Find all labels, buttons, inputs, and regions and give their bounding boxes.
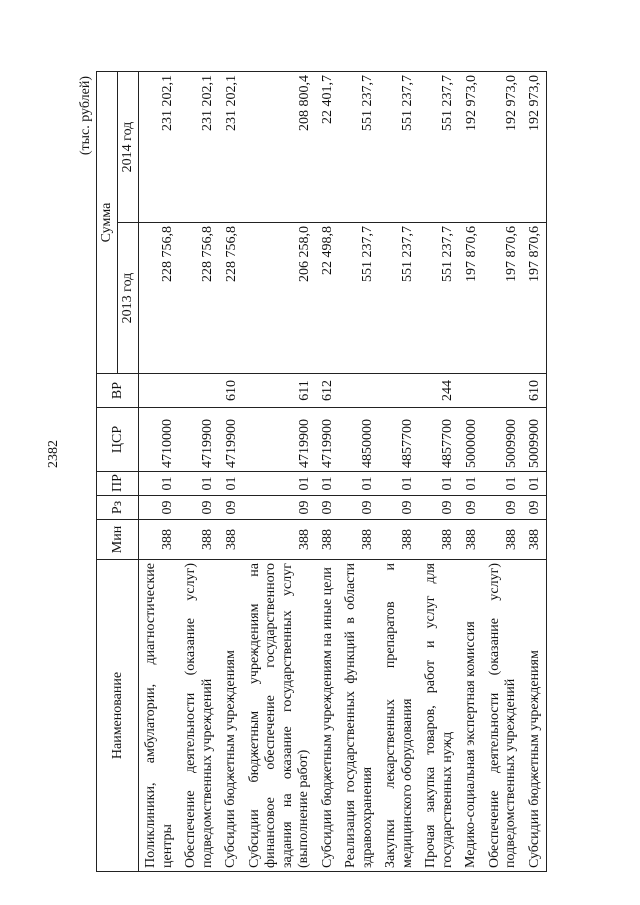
- cell-name: Прочая закупка товаров, работ и услуг для государственных нужд: [419, 560, 459, 872]
- cell-2013: 228 756,8: [219, 223, 243, 374]
- cell-2014: 551 237,7: [379, 72, 419, 223]
- table-row: [379, 72, 419, 872]
- cell-min: 388: [243, 520, 316, 560]
- cell-rz: 09: [523, 496, 547, 520]
- cell-csr: 4857700: [419, 408, 459, 472]
- cell-name: Обеспечение деятельности (оказание услуг) подведомственных учреждений: [179, 560, 219, 872]
- cell-2013: 228 756,8: [179, 223, 219, 374]
- cell-2013: 197 870,6: [459, 223, 483, 374]
- cell-2013: 22 498,8: [316, 223, 340, 374]
- cell-2014: 192 973,0: [523, 72, 547, 223]
- header-csr: ЦСР: [97, 408, 139, 472]
- cell-2013: 551 237,7: [339, 223, 379, 374]
- cell-vr: [139, 374, 180, 408]
- cell-vr: 610: [219, 374, 243, 408]
- header-rz: Рз: [97, 496, 139, 520]
- cell-2013: 206 258,0: [243, 223, 316, 374]
- cell-2014: 192 973,0: [483, 72, 523, 223]
- header-vr: ВР: [97, 374, 139, 408]
- cell-2014: 231 202,1: [139, 72, 180, 223]
- cell-csr: 4719900: [219, 408, 243, 472]
- cell-name: Субсидии бюджетным учреждениям на иные цели: [316, 560, 340, 872]
- cell-vr: [483, 374, 523, 408]
- cell-2014: 551 237,7: [419, 72, 459, 223]
- cell-rz: 09: [419, 496, 459, 520]
- cell-vr: 612: [316, 374, 340, 408]
- header-row: [97, 72, 118, 872]
- cell-min: 388: [483, 520, 523, 560]
- cell-2014: 551 237,7: [339, 72, 379, 223]
- cell-pr: 01: [316, 472, 340, 496]
- header-sum: Сумма: [97, 72, 118, 374]
- cell-min: 388: [523, 520, 547, 560]
- cell-name: Медико-социальная экспертная комиссия: [459, 560, 483, 872]
- cell-pr: 01: [339, 472, 379, 496]
- table-row: [523, 72, 547, 872]
- rotated-document: [78, 42, 578, 872]
- cell-2014: 22 401,7: [316, 72, 340, 223]
- cell-rz: 09: [339, 496, 379, 520]
- table-row: [139, 72, 180, 872]
- cell-rz: 09: [379, 496, 419, 520]
- cell-csr: 4850000: [339, 408, 379, 472]
- budget-table: [96, 71, 547, 872]
- cell-min: 388: [219, 520, 243, 560]
- cell-csr: 4719900: [316, 408, 340, 472]
- cell-2013: 197 870,6: [523, 223, 547, 374]
- cell-pr: 01: [243, 472, 316, 496]
- cell-min: 388: [339, 520, 379, 560]
- cell-csr: 4719900: [243, 408, 316, 472]
- cell-csr: 5009900: [523, 408, 547, 472]
- cell-pr: 01: [379, 472, 419, 496]
- cell-name: Закупки лекарственных препаратов и медицинского оборудования: [379, 560, 419, 872]
- cell-2013: 228 756,8: [139, 223, 180, 374]
- cell-rz: 09: [243, 496, 316, 520]
- cell-2013: 551 237,7: [379, 223, 419, 374]
- cell-min: 388: [459, 520, 483, 560]
- cell-2014: 208 800,4: [243, 72, 316, 223]
- cell-2014: 231 202,1: [179, 72, 219, 223]
- table-row: [483, 72, 523, 872]
- cell-pr: 01: [419, 472, 459, 496]
- cell-pr: 01: [139, 472, 180, 496]
- header-name: Наименование: [97, 560, 139, 872]
- units-label: (тыс. рублей): [78, 76, 93, 156]
- cell-2014: 231 202,1: [219, 72, 243, 223]
- cell-pr: 01: [459, 472, 483, 496]
- cell-2014: 192 973,0: [459, 72, 483, 223]
- table-row: [179, 72, 219, 872]
- table-row: [219, 72, 243, 872]
- cell-pr: 01: [219, 472, 243, 496]
- page-number: 2382: [46, 440, 61, 468]
- cell-vr: [179, 374, 219, 408]
- cell-vr: [379, 374, 419, 408]
- cell-name: Обеспечение деятельности (оказание услуг) подведомственных учреждений: [483, 560, 523, 872]
- cell-min: 388: [179, 520, 219, 560]
- cell-rz: 09: [179, 496, 219, 520]
- table-row: [459, 72, 483, 872]
- table-row: [419, 72, 459, 872]
- cell-name: Реализация государственных функций в области здравоохранения: [339, 560, 379, 872]
- cell-rz: 09: [139, 496, 180, 520]
- cell-vr: [459, 374, 483, 408]
- cell-name: Поликлиники, амбулатории, диагностические центры: [139, 560, 180, 872]
- cell-rz: 09: [459, 496, 483, 520]
- cell-rz: 09: [219, 496, 243, 520]
- table-row: [243, 72, 316, 872]
- table-row: [339, 72, 379, 872]
- cell-min: 388: [316, 520, 340, 560]
- cell-rz: 09: [483, 496, 523, 520]
- cell-csr: 4857700: [379, 408, 419, 472]
- cell-pr: 01: [523, 472, 547, 496]
- cell-csr: 4710000: [139, 408, 180, 472]
- cell-min: 388: [419, 520, 459, 560]
- cell-vr: [339, 374, 379, 408]
- cell-name: Субсидии бюджетным учреждениям: [219, 560, 243, 872]
- cell-2013: 197 870,6: [483, 223, 523, 374]
- cell-name: Субсидии бюджетным учреждениям: [523, 560, 547, 872]
- table-row: [316, 72, 340, 872]
- cell-pr: 01: [483, 472, 523, 496]
- cell-vr: 244: [419, 374, 459, 408]
- cell-csr: 5009900: [483, 408, 523, 472]
- header-min: Мин: [97, 520, 139, 560]
- header-year-2014: 2014 год: [118, 72, 139, 223]
- cell-rz: 09: [316, 496, 340, 520]
- table-body: [139, 72, 547, 872]
- cell-vr: 610: [523, 374, 547, 408]
- cell-2013: 551 237,7: [419, 223, 459, 374]
- cell-min: 388: [379, 520, 419, 560]
- cell-csr: 5000000: [459, 408, 483, 472]
- cell-min: 388: [139, 520, 180, 560]
- cell-vr: 611: [243, 374, 316, 408]
- header-year-2013: 2013 год: [118, 223, 139, 374]
- cell-pr: 01: [179, 472, 219, 496]
- cell-csr: 4719900: [179, 408, 219, 472]
- cell-name: Субсидии бюджетным учреждениям на финансовое обеспечение государственного задания на оказание государственных услуг (выполнение работ): [243, 560, 316, 872]
- header-pr: ПР: [97, 472, 139, 496]
